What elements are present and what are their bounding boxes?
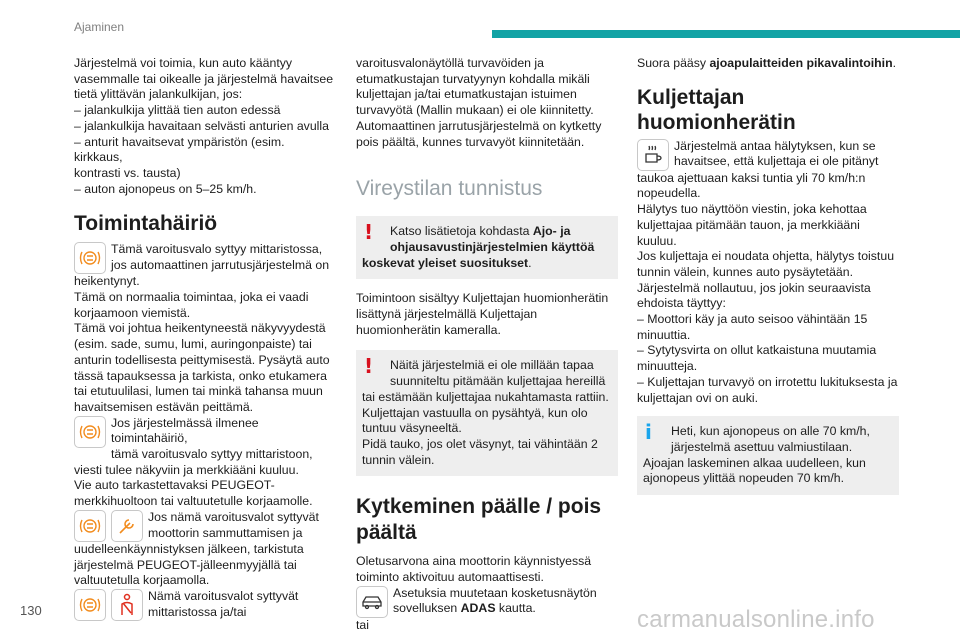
malfunction-paragraph-1: Tämä varoitusvalo syttyy mittaristossa, jos automaattinen jarrutusjärjestelmä on <box>74 242 336 274</box>
page-number: 130 <box>20 603 42 618</box>
adas-settings-paragraph: Asetuksia muutetaan kosketusnäytön sovelluksen ADAS kautta. <box>356 586 618 618</box>
alert-icon: ! <box>364 354 374 379</box>
column-3: Suora pääsy ajoapulaitteiden pikavalintoihin. Kuljettajan huomionherätin Järjestelmä antaa hälytyksen, kun se havaitsee, että kuljettaja ei ole pitänyt taukoa ajettuaan kaksi tuntia yli 70 km/h:n nopeudella. Hälytys tuo näyttöön viestin, joka kehottaa kuljettajaa pitämään tauon, ja merkkiääni kuuluu. Jos kuljettaja ei noudata ohjetta, hälytys toistuu tunnin välein, kunnes auto pysäytetään. Järjestelmä nollautuu, jos jokin seuraavista ehdoista täyttyy: – Moottori käy ja auto seisoo vähintään 15 minuuttia. – Sytytysvirta on ollut katkaistuna muutamia minuutteja. – Kuljettajan turvavyö on irrotettu lukituksesta ja kuljettajan ovi on auki. i Heti, kun ajonopeus on alle 70 km/h, järjestelmä asettuu valmiustilaan. Ajoajan laskeminen alkaa uudelleen, kun ajonopeus ylittää nopeuden 70 km/h. <box>637 56 899 495</box>
wrench-icon <box>111 510 143 542</box>
aeb-warning-icon <box>74 242 106 274</box>
aeb-warning-icon <box>74 589 106 621</box>
header-accent-bar <box>492 30 960 38</box>
intro-text: Järjestelmä voi toimia, kun auto kääntyy vasemmalle tai oikealle ja järjestelmä havaitsee tietä ylittävän jalankulkijan, jos: – jalankulkija ylittää tien auton edessä – jalankulkija havaitaan selvästi anturien avulla – anturit havaitsevat ympäristön (esim. kirkkaus, kontrasti vs. tausta) – auton ajonopeus on 5–25 km/h. <box>74 56 334 196</box>
malfunction-paragraph-4: Nämä varoitusvalot syttyvät mittaristossa ja/tai <box>74 589 336 621</box>
safety-note: ! Näitä järjestelmiä ei ole millään tapaa suunniteltu pitämään kuljettajaa hereillä tai estämään kuljettajaa nukahtamasta rattiin. Kuljettajan vastuulla on pysähtyä, kun olo tuntuu väsyneeltä. Pidä tauko, jos olet väsynyt, tai vähintään 2 tunnin välein. <box>356 350 618 476</box>
heading-kuljettajan-huomionheratin: Kuljettajan huomionherätin <box>637 85 796 134</box>
coffee-cup-icon <box>637 139 669 171</box>
alert-icon: ! <box>364 220 374 245</box>
seatbelt-warning-icon <box>111 589 143 621</box>
heading-kytkeminen: Kytkeminen päälle / pois päältä <box>356 495 602 545</box>
aeb-warning-icon <box>74 416 106 448</box>
intro-paragraph: Toimintoon sisältyy Kuljettajan huomionherätin lisättynä järjestelmällä Kuljettajan huomionherätin kameralla. <box>356 291 609 337</box>
column-1: Järjestelmä voi toimia, kun auto kääntyy vasemmalle tai oikealle ja järjestelmä havaitsee tietä ylittävän jalankulkijan, jos: – jalankulkija ylittää tien auton edessä – jalankulkija havaitaan selvästi anturien avulla – anturit havaitsevat ympäristön (esim. kirkkaus, kontrasti vs. tausta) – auton ajonopeus on 5–25 km/h. Toimintahäiriö Tämä varoitusvalo syttyy mittaristossa, jos automaattinen jarrutusjärjestelmä on heikentynyt. Tämä on normaalia toimintaa, joka ei vaadi korjaamoon viemistä. Tämä voi johtua heikentyneestä näkyvyydestä (esim. sade, sumu, lumi, auringonpaiste) tai anturin todellisesta peittymisestä. Pysäytä auto tässä tapauksessa ja tarkista, onko etukamera tai etutuulilasi, lumen tai minkä tahansa muun havaitsemisen estävän peittämä. Jos järjestelmässä ilmenee toimintahäiriö, tämä varoitusvalo syttyy mittaristoon, viesti tulee näkyviin ja merkkiääni kuuluu. Vie auto tarkastettavaksi PEUGEOT- merkkihuoltoon tai valtuutetulle korjaamolle. Jos nämä varoitusvalot syttyvät moottorin sammuttamisen ja uudelleenkäynnistyksen jälkeen, tarkistuta järjestelmä PEUGEOT-jälleenmyyjällä tai valtuutetulla korjaamolla. Nämä varoitusvalot syttyvät mittaristossa ja/tai <box>74 56 336 621</box>
info-note: i Heti, kun ajonopeus on alle 70 km/h, järjestelmä asettuu valmiustilaan. Ajoajan laskeminen alkaa uudelleen, kun ajonopeus ylittää nopeuden 70 km/h. <box>637 416 899 495</box>
malfunction-paragraph-2: Jos järjestelmässä ilmenee toimintahäiriö, tämä varoitusvalo syttyy mittaristoon, <box>74 416 336 463</box>
watermark: carmanualsonline.info <box>637 606 875 633</box>
heading-toimintahairio: Toimintahäiriö <box>74 212 218 236</box>
driver-attention-paragraph: Järjestelmä antaa hälytyksen, kun se havaitsee, että kuljettaja ei ole pitänyt <box>637 139 899 171</box>
heading-vireystilan-tunnistus: Vireystilan tunnistus <box>356 177 543 201</box>
car-icon <box>356 586 388 618</box>
section-title: Ajaminen <box>74 20 125 34</box>
malfunction-paragraph-3: Jos nämä varoitusvalot syttyvät moottorin sammuttamisen ja <box>74 510 336 542</box>
column-2: varoitusvalonäytöllä turvavöiden ja etumatkustajan turvatyynyn kohdalla mikäli kuljettajan ja/tai etumatkustajan istuimen turvavyötä (Mallin mukaan) ei ole kiinnitetty. Automaattinen jarrutusjärjestelmä on kytketty pois päältä, kunnes turvavyöt kiinnitetään. Vireystilan tunnistus ! Katso lisätietoja kohdasta Ajo- ja ohjausavustinjärjestelmien käyttöä koskevat yleiset suositukset. Toimintoon sisältyy Kuljettajan huomionherätin lisättynä järjestelmällä Kuljettajan huomionherätin kameralla. ! Näitä järjestelmiä ei ole millään tapaa suunniteltu pitämään kuljettajaa hereillä tai estämään kuljettajaa nukahtamasta rattiin. Kuljettajan vastuulla on pysähtyä, kun olo tuntuu väsyneeltä. Pidä tauko, jos olet väsynyt, tai vähintään 2 tunnin välein. Kytkeminen päälle / pois päältä Oletusarvona aina moottorin käynnistyessä toiminto aktivoituu automaattisesti. Asetuksia muutetaan kosketusnäytön sovelluksen ADAS kautta. tai <box>356 56 618 633</box>
see-also-note: ! Katso lisätietoja kohdasta Ajo- ja ohjausavustinjärjestelmien käyttöä koskevat yleiset suositukset. <box>356 216 618 279</box>
aeb-warning-icon <box>74 510 106 542</box>
info-icon: i <box>645 420 652 445</box>
